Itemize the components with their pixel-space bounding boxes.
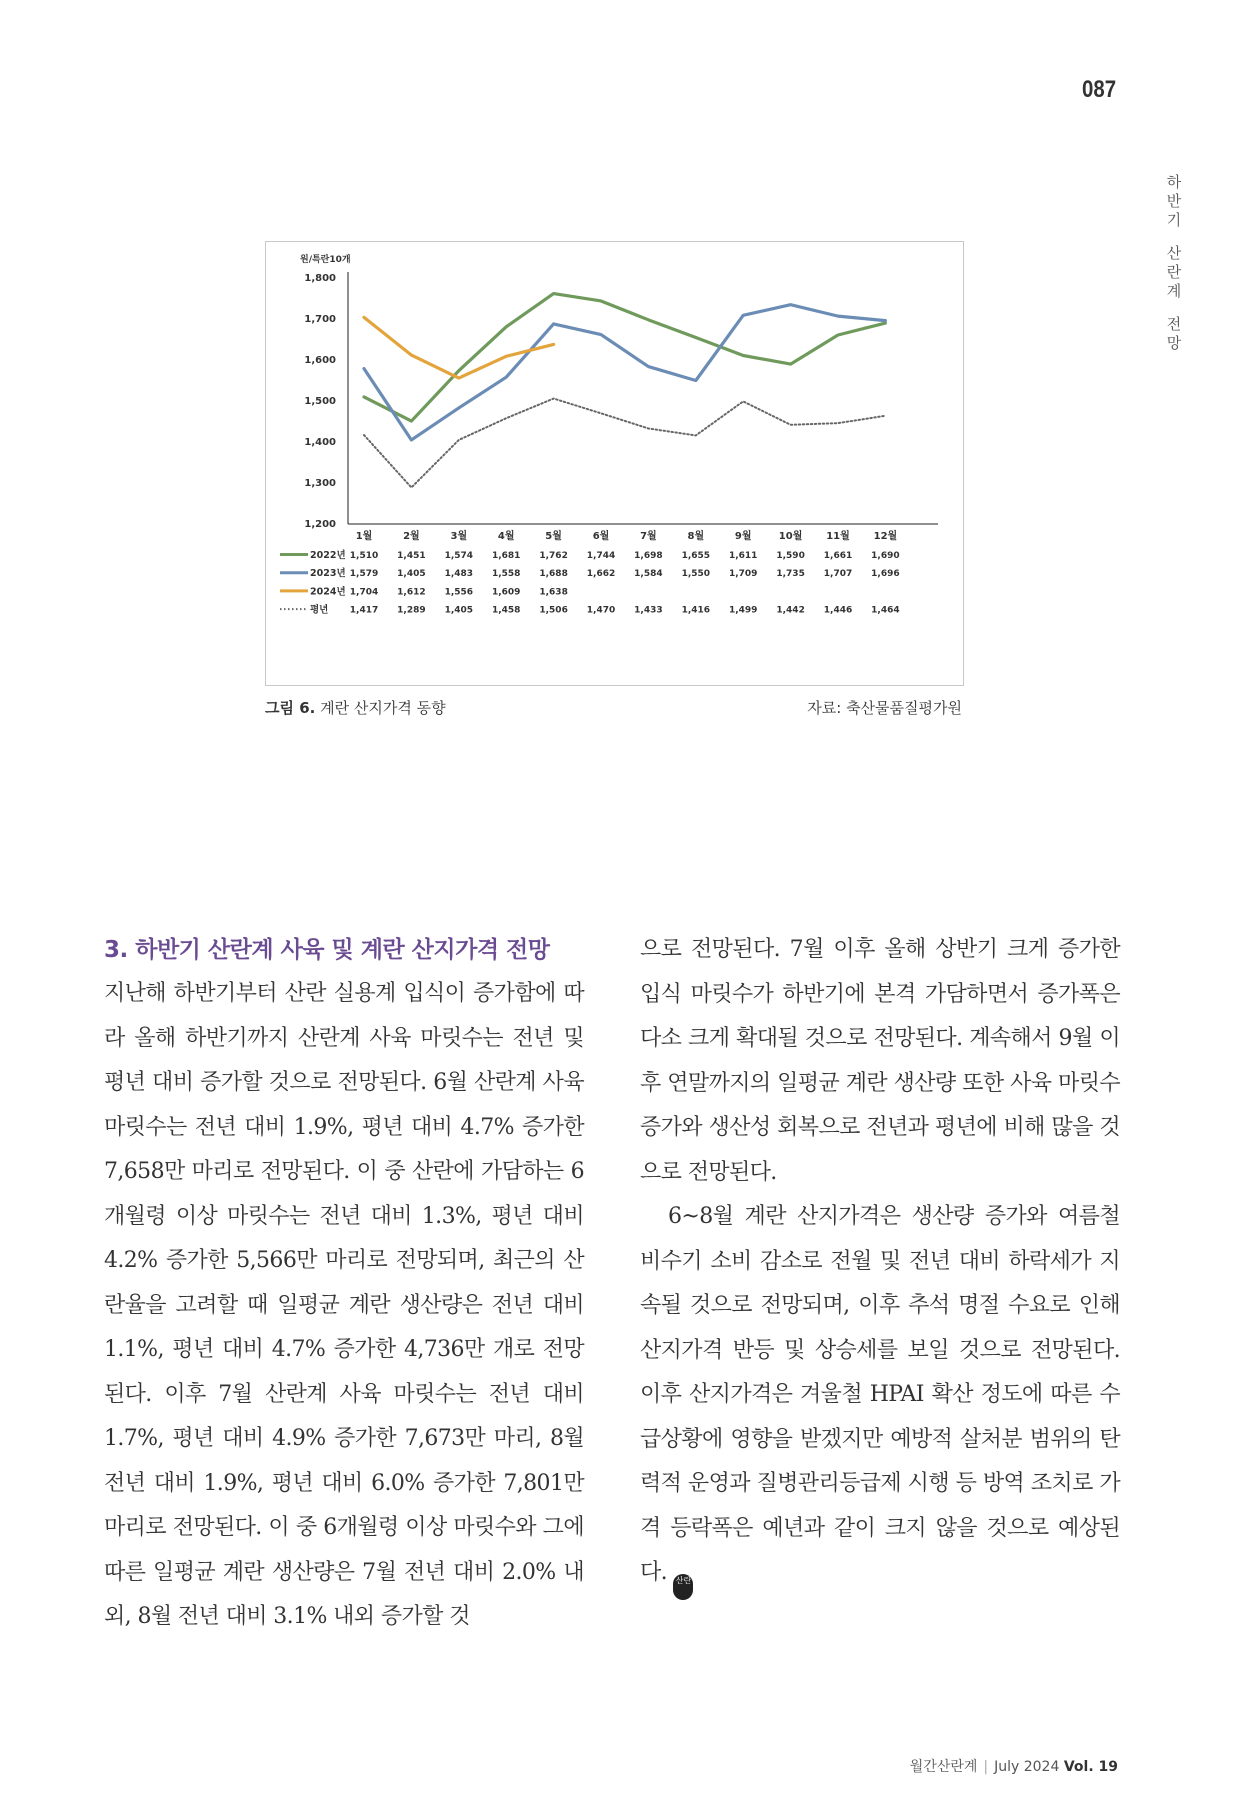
table-cell-value: 1,416 bbox=[681, 605, 711, 616]
running-side-title bbox=[1163, 173, 1185, 353]
side-label-char: 전 bbox=[1166, 315, 1182, 333]
table-cell-value: 1,442 bbox=[776, 605, 805, 616]
x-category-label: 4월 bbox=[497, 531, 515, 542]
table-cell-value: 1,707 bbox=[823, 569, 853, 580]
table-cell-value: 1,662 bbox=[586, 569, 616, 580]
x-category-label: 8월 bbox=[687, 531, 705, 542]
side-label-char: 란 bbox=[1166, 263, 1182, 281]
table-cell-value: 1,433 bbox=[634, 605, 663, 616]
article-paragraph-1a: 지난해 하반기부터 산란 실용계 입식이 증가함에 따라 올해 하반기까지 산란계 사육 마릿수는 전년 및 평년 대비 증가할 것으로 전망된다. 6월 산란계 사육 마릿수는 전년 대비 1.9%, 평년 대비 4.7% 증가한 7,658만 마리로 전망된다. 이 중 산란에 가담하는 6개월령 이상 마릿수는 전년 대비 1.3%, 평년 대비 4.2% 증가한 5,566만 마리로 전망되며, 최근의 산란율을 고려할 때 일평균 계란 생산량은 전년 대비 1.1%, 평년 대비 4.7% 증가한 4,736만 개로 전망된다. 이후 7월 산란계 사육 마릿수는 전년 대비 1.7%, 평년 대비 4.9% 증가한 7,673만 마리, 8월 전년 대비 1.9%, 평년 대비 6.0% 증가한 7,801만 마리로 전망된다. 이 중 6개월령 이상 마릿수와 그에 따른 일평균 계란 생산량은 7월 전년 대비 2.0% 내외, 8월 전년 대비 3.1% 내외 증가할 것 bbox=[104, 981, 584, 1629]
table-cell-value: 1,289 bbox=[397, 605, 426, 616]
table-cell-value: 1,451 bbox=[397, 551, 426, 561]
article-column-left bbox=[104, 928, 584, 1640]
table-cell-value: 1,499 bbox=[728, 605, 758, 616]
side-label-char: 산 bbox=[1166, 244, 1182, 262]
table-cell-value: 1,550 bbox=[681, 569, 711, 580]
x-category-label: 5월 bbox=[545, 531, 562, 542]
y-tick-label: 1,700 bbox=[304, 314, 336, 325]
table-cell-value: 1,744 bbox=[586, 551, 616, 561]
series-line-3 bbox=[364, 399, 885, 488]
table-cell-value: 1,704 bbox=[349, 587, 379, 598]
table-cell-value: 1,688 bbox=[539, 569, 568, 580]
table-cell-value: 1,638 bbox=[539, 587, 568, 598]
table-cell-value: 1,405 bbox=[397, 569, 426, 580]
figure-caption bbox=[265, 697, 962, 721]
table-cell-value: 1,510 bbox=[349, 551, 379, 561]
x-category-label: 11월 bbox=[826, 531, 850, 542]
x-category-label: 2월 bbox=[403, 531, 420, 542]
paragraph-2-text: 6~8월 계란 산지가격은 생산량 증가와 여름철 비수기 소비 감소로 전월 및 전년 대비 하락세가 지속될 것으로 전망되며, 이후 추석 명절 수요로 인해 산지가격 반등 및 상승세를 보일 것으로 전망된다. 이후 산지가격은 겨울철 HPAI 확산 정도에 따른 수급상황에 영향을 받겠지만 예방적 살처분 범위의 탄력적 운영과 질병관리등급제 시행 등 방역 조치로 가격 등락폭은 예년과 같이 크지 않을 것으로 예상된다. bbox=[640, 1204, 1120, 1585]
table-cell-value: 1,612 bbox=[397, 587, 426, 598]
table-cell-value: 1,558 bbox=[491, 569, 521, 580]
x-category-label: 10월 bbox=[778, 531, 803, 542]
table-cell-value: 1,464 bbox=[871, 605, 900, 616]
y-tick-label: 1,300 bbox=[304, 478, 336, 489]
volume-number: Vol. 19 bbox=[1063, 1759, 1118, 1775]
legend-series-name: 평년 bbox=[310, 604, 329, 616]
price-trend-chart bbox=[265, 241, 964, 686]
table-cell-value: 1,590 bbox=[776, 551, 805, 561]
table-cell-value: 1,609 bbox=[491, 587, 521, 598]
page-number: 087 bbox=[1081, 76, 1116, 103]
side-label-char: 계 bbox=[1166, 282, 1182, 300]
table-cell-value: 1,681 bbox=[491, 551, 521, 561]
table-cell-value: 1,709 bbox=[728, 569, 758, 580]
table-cell-value: 1,661 bbox=[823, 551, 853, 561]
x-category-label: 6월 bbox=[592, 531, 610, 542]
side-label-char: 기 bbox=[1166, 211, 1182, 229]
legend-series-name: 2023년 bbox=[310, 568, 346, 580]
magazine-name: 월간산란계 bbox=[909, 1759, 978, 1775]
table-cell-value: 1,698 bbox=[634, 551, 663, 561]
table-cell-value: 1,611 bbox=[728, 551, 758, 561]
page-footer bbox=[910, 1756, 1118, 1776]
article-paragraph-2 bbox=[640, 1195, 1120, 1600]
x-category-label: 1월 bbox=[355, 531, 373, 542]
table-cell-value: 1,584 bbox=[634, 569, 663, 580]
table-cell-value: 1,446 bbox=[823, 605, 853, 616]
x-category-label: 12월 bbox=[873, 531, 898, 542]
article-column-right bbox=[640, 928, 1120, 1600]
x-category-label: 3월 bbox=[450, 531, 468, 542]
table-cell-value: 1,417 bbox=[349, 605, 379, 616]
y-tick-label: 1,200 bbox=[304, 519, 336, 530]
table-cell-value: 1,574 bbox=[444, 551, 474, 561]
side-label-char bbox=[1163, 301, 1185, 315]
y-tick-label: 1,600 bbox=[304, 355, 336, 366]
x-category-label: 9월 bbox=[734, 531, 752, 542]
y-axis-unit-label: 원/특란10개 bbox=[300, 255, 351, 265]
figure-source: 자료: 축산물품질평가원 bbox=[807, 699, 962, 717]
section-title: 3. 하반기 산란계 사육 및 계란 산지가격 전망 bbox=[104, 937, 550, 963]
footer-divider: | bbox=[983, 1759, 989, 1775]
series-line-0 bbox=[364, 294, 885, 422]
table-cell-value: 1,506 bbox=[539, 605, 568, 616]
chart-svg bbox=[266, 242, 963, 685]
table-cell-value: 1,458 bbox=[491, 605, 521, 616]
figure-title: 계란 산지가격 동향 bbox=[320, 699, 446, 717]
y-tick-label: 1,500 bbox=[304, 396, 336, 407]
table-cell-value: 1,483 bbox=[444, 569, 474, 580]
y-tick-label: 1,400 bbox=[304, 437, 336, 448]
side-label-char: 망 bbox=[1166, 334, 1182, 352]
legend-series-name: 2022년 bbox=[310, 550, 346, 561]
article-paragraph-1b: 으로 전망된다. 7월 이후 올해 상반기 크게 증가한 입식 마릿수가 하반기에 본격 가담하면서 증가폭은 다소 크게 확대될 것으로 전망된다. 계속해서 9월 이후 연말까지의 일평균 계란 생산량 또한 사육 마릿수 증가와 생산성 회복으로 전년과 평년에 비해 많을 것으로 전망된다. bbox=[640, 937, 1120, 1185]
x-category-label: 7월 bbox=[640, 531, 657, 542]
table-cell-value: 1,762 bbox=[539, 551, 568, 561]
table-cell-value: 1,690 bbox=[871, 551, 900, 561]
table-cell-value: 1,470 bbox=[586, 605, 616, 616]
side-label-char bbox=[1163, 230, 1185, 244]
side-label-char: 하 bbox=[1166, 173, 1182, 191]
table-cell-value: 1,556 bbox=[444, 587, 474, 598]
series-line-1 bbox=[364, 305, 885, 440]
table-cell-value: 1,655 bbox=[681, 551, 711, 561]
side-label-char: 반 bbox=[1166, 192, 1182, 210]
table-cell-value: 1,735 bbox=[776, 569, 805, 580]
y-tick-label: 1,800 bbox=[304, 273, 336, 284]
table-cell-value: 1,696 bbox=[871, 569, 900, 580]
issue-date: July 2024 bbox=[994, 1759, 1060, 1775]
end-mark-icon: 산란 bbox=[673, 1574, 693, 1600]
legend-series-name: 2024년 bbox=[310, 586, 346, 598]
figure-number: 그림 6. bbox=[265, 699, 316, 717]
table-cell-value: 1,579 bbox=[349, 569, 379, 580]
table-cell-value: 1,405 bbox=[444, 605, 474, 616]
